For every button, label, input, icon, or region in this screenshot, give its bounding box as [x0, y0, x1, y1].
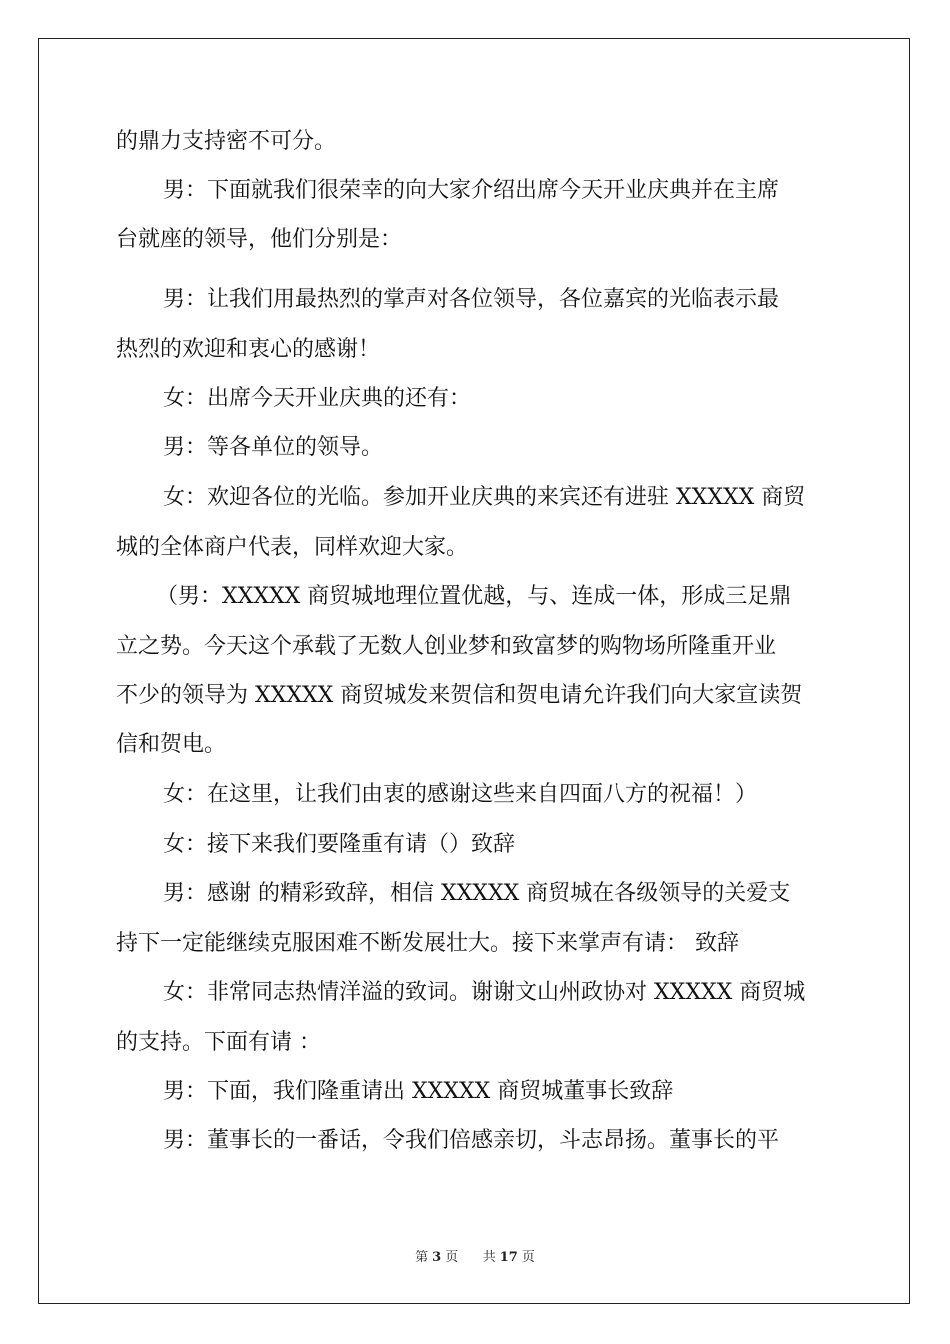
paragraph-line: 立之势。今天这个承载了无数人创业梦和致富梦的购物场所隆重开业 — [116, 634, 777, 659]
paragraph-line: 男：让我们用最热烈的掌声对各位领导，各位嘉宾的光临表示最 — [163, 287, 780, 312]
paragraph-line: 不少的领导为 XXXXX 商贸城发来贺信和贺电请允许我们向大家宣读贺 — [116, 683, 803, 708]
paragraph-line: 男：下面就我们很荣幸的向大家介绍出席今天开业庆典并在主席 — [163, 178, 780, 203]
paragraph-line: 热烈的欢迎和衷心的感谢！ — [116, 337, 381, 362]
total-pages-indicator — [481, 1250, 537, 1265]
paragraph-line: 的鼎力支持密不可分。 — [116, 129, 337, 154]
total-pages: 17 — [499, 1250, 518, 1265]
paragraph-line: 女：在这里，让我们由衷的感谢这些来自四面八方的祝福！） — [163, 782, 758, 807]
paragraph-line: 女：欢迎各位的光临。参加开业庆典的来宾还有进驻 XXXXX 商贸 — [163, 485, 806, 510]
paragraph-line: 女：接下来我们要隆重有请（）致辞 — [163, 832, 516, 857]
page-suffix: 页 — [445, 1250, 459, 1265]
total-suffix: 页 — [521, 1250, 535, 1265]
paragraph-line: 信和贺电。 — [116, 732, 227, 757]
paragraph-line: 男：等各单位的领导。 — [163, 435, 384, 460]
page-prefix: 第 — [415, 1250, 429, 1265]
paragraph-line: 的支持。下面有请 ： — [116, 1030, 321, 1055]
page-footer — [0, 1246, 950, 1265]
paragraph-line: 女：非常同志热情洋溢的致词。谢谢文山州政协对 XXXXX 商贸城 — [163, 980, 806, 1005]
paragraph-line: 男：下面，我们隆重请出 XXXXX 商贸城董事长致辞 — [163, 1079, 674, 1104]
paragraph-line: 城的全体商户代表，同样欢迎大家。 — [116, 535, 469, 560]
paragraph-line: 男：董事长的一番话，令我们倍感亲切，斗志昂扬。董事长的平 — [163, 1128, 780, 1153]
paragraph-line: 台就座的领导，他们分别是： — [116, 227, 403, 252]
page-number: 3 — [432, 1250, 442, 1265]
paragraph-line: 持下一定能继续克服困难不断发展壮大。接下来掌声有请： 致辞 — [116, 931, 739, 956]
page-indicator — [413, 1250, 460, 1265]
total-prefix: 共 — [482, 1250, 496, 1265]
paragraph-line: 女：出席今天开业庆典的还有： — [163, 386, 472, 411]
paragraph-line: （男：XXXXX 商贸城地理位置优越，与、连成一体，形成三足鼎 — [156, 584, 792, 609]
paragraph-line: 男：感谢 的精彩致辞，相信 XXXXX 商贸城在各级领导的关爱支 — [163, 881, 791, 906]
